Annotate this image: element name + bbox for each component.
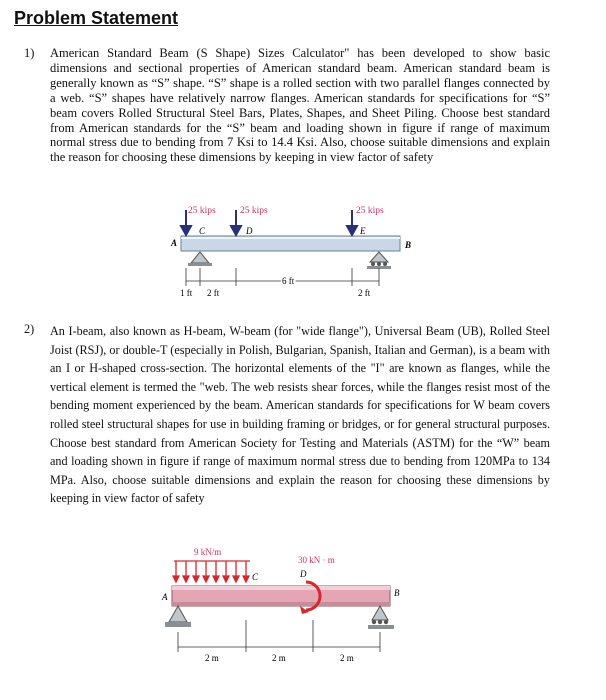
pin-support-a-2: [165, 606, 191, 627]
page-title: Problem Statement: [14, 8, 179, 28]
load-arrow-3: [347, 210, 357, 235]
load-arrow-1: [181, 210, 191, 235]
dim-label-2m-1: 2 m: [205, 653, 219, 663]
point-label-a-2: A: [162, 592, 168, 602]
point-label-b-2: B: [394, 588, 400, 598]
point-label-d: D: [246, 226, 253, 236]
beam-1: [181, 236, 400, 251]
point-label-c-2: C: [252, 572, 259, 582]
moment-label: 30 kN · m: [298, 555, 335, 565]
problem-1-text: American Standard Beam (S Shape) Sizes Calculator" has been developed to show basic dimensions and sectional properties of American standard beam. American standard beam is generally known as “S” shape. “S” shape is a rolled section with two parallel flanges connected by a web. “S” shapes have relatively narrow flanges. American standards for specifications for “S” beam covers Rolled Structural Steel Bars, Plates, Shapes, and Sheet Piling. Choose best standard from American standards for the “S” beam and loading shown in figure if range of maximum normal stress due to bending from 7 Ksi to 14.4 Ksi. Also, choose suitable dimensions and explain the reason for choosing these dimensions by keeping in view factor of safety: [50, 46, 550, 165]
couple-moment: [300, 582, 320, 614]
dim-label-1ft: 1 ft: [180, 288, 193, 298]
problem-1-number: 1): [24, 46, 35, 60]
load-label-2: 25 kips: [240, 206, 268, 216]
load-arrow-2: [231, 210, 241, 235]
load-label-3: 25 kips: [356, 206, 384, 216]
distributed-load: [173, 561, 250, 582]
roller-support-b-2: [368, 606, 394, 629]
dim-label-2ft-right: 2 ft: [358, 288, 371, 298]
distributed-load-label: 9 kN/m: [194, 547, 222, 557]
problem-2-text: An I-beam, also known as H-beam, W-beam (for "wide flange"), Universal Beam (UB), Rolled Steel Joist (RSJ), or double-T (especially in Polish, Bulgarian, Spanish, Italian and German), is a beam with an I or H-shaped cross-section. The horizontal elements of the "I" are known as flanges, while the vertical element is termed the "web. The web resists shear forces, while the flanges resist most of the bending moment experienced by the beam. American standards for specifications for W beam covers rolled steel structural shapes for use in building framing or bridges, or for general structural purposes. Choose best standard from American Society for Testing and Materials (ASTM) for the “W” beam and loading shown in figure if range of maximum normal stress due to bending from 120MPa to 134 MPa. Also, choose suitable dimensions and explain the reason for choosing these dimensions by keeping in view factor of safety: [50, 324, 550, 506]
problem-2: [24, 322, 550, 508]
dim-label-6ft: 6 ft: [282, 276, 295, 286]
dim-label-2ft-left: 2 ft: [207, 288, 220, 298]
point-label-e: E: [360, 226, 366, 236]
load-label-1: 25 kips: [188, 206, 216, 216]
pin-support-a: [188, 252, 212, 266]
dim-label-2m-2: 2 m: [272, 653, 286, 663]
problem-1: [24, 46, 550, 165]
point-label-b: B: [405, 240, 412, 250]
point-label-c: C: [199, 226, 206, 236]
roller-support-b: [367, 252, 391, 269]
dim-label-2m-3: 2 m: [340, 653, 354, 663]
beam-2: [172, 586, 390, 606]
point-label-a: A: [171, 238, 178, 248]
problem-2-number: 2): [24, 322, 35, 336]
point-label-d-2: D: [300, 569, 307, 579]
